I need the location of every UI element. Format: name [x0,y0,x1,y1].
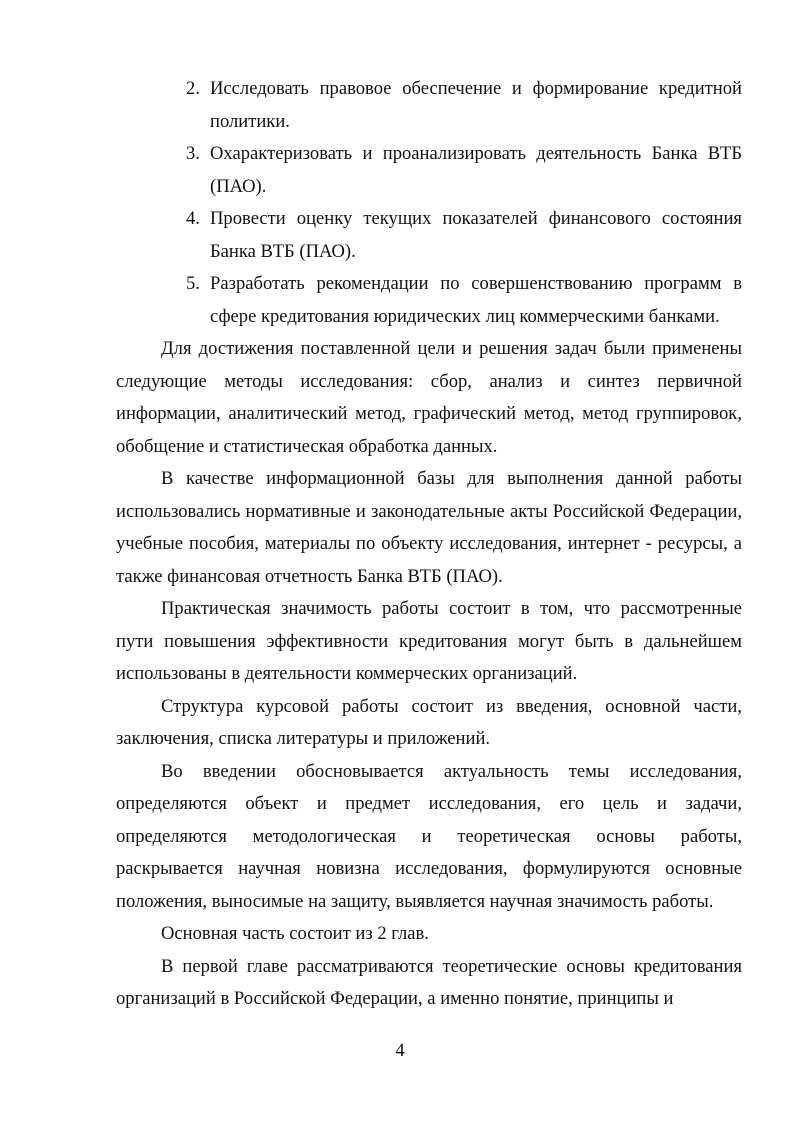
list-item-text: Провести оценку текущих показателей финансового состояния Банка ВТБ (ПАО). [210,208,742,262]
list-item [186,268,742,333]
list-item [186,203,742,268]
list-item-text: Разработать рекомендации по совершенствованию программ в сфере кредитования юридических лиц коммерческими банками. [210,273,742,327]
list-item-number: 2. [186,78,200,99]
list-item [186,138,742,203]
paragraph-first-chapter: В первой главе рассматриваются теоретические основы кредитования организаций в Российской Федерации, а именно понятие, принципы и [116,955,742,1009]
paragraph-structure: Структура курсовой работы состоит из введения, основной части, заключения, списка литературы и приложений. [116,695,742,749]
list-item-text: Исследовать правовое обеспечение и формирование кредитной политики. [210,78,742,132]
task-list [116,73,742,333]
paragraph-information-base: В качестве информационной базы для выполнения данной работы использовались нормативные и законодательные акты Российской Федерации, учебные пособия, материалы по объекту исследования, интернет - ресурсы, а также финансовая отчетность Банка ВТБ (ПАО). [116,468,742,587]
list-item [186,73,742,138]
page-content [116,73,742,1016]
list-item-number: 3. [186,143,200,164]
paragraph-practical-significance: Практическая значимость работы состоит в том, что рассмотренные пути повышения эффективности кредитования могут быть в дальнейшем использованы в деятельности коммерческих организаций. [116,598,742,684]
list-item-number: 5. [186,273,200,294]
paragraph-introduction: Во введении обосновывается актуальность темы исследования, определяются объект и предмет исследования, его цель и задачи, определяются методологическая и теоретическая основы работы, раскрывается научная новизна исследования, формулируются основные положения, выносимые на защиту, выявляется научная значимость работы. [116,760,742,912]
list-item-text: Охарактеризовать и проанализировать деятельность Банка ВТБ (ПАО). [210,143,742,197]
paragraph-main-part: Основная часть состоит из 2 глав. [161,923,429,944]
list-item-number: 4. [186,208,200,229]
paragraph-methods: Для достижения поставленной цели и решения задач были применены следующие методы исследования: сбор, анализ и синтез первичной информации, аналитический метод, графический метод, метод группировок, обобщение и статистическая обработка данных. [116,338,742,457]
page-number: 4 [395,1040,405,1061]
